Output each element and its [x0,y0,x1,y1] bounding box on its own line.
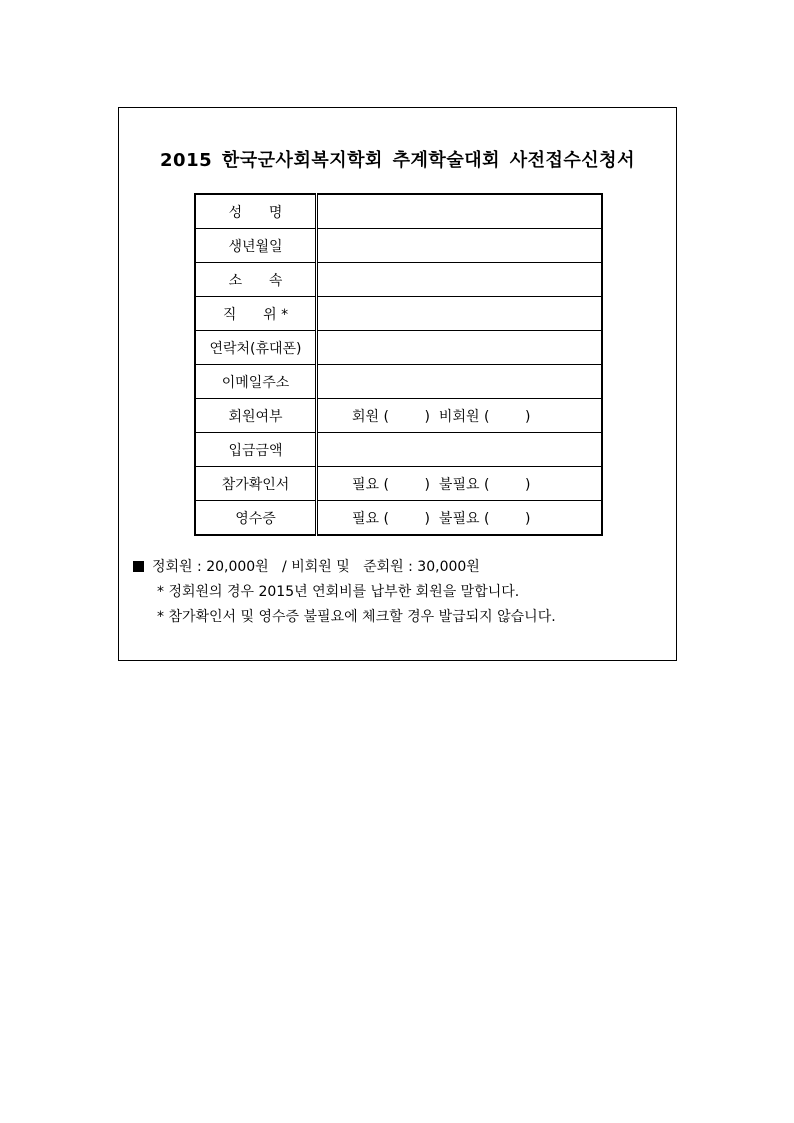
table-row-email [195,365,602,399]
table-row-phone [195,331,602,365]
payment-amount-field[interactable] [317,433,603,467]
receipt-choice[interactable]: 필요 ( ) 불필요 ( ) [317,501,603,536]
row-label-receipt: 영수증 [195,501,317,536]
row-label-email: 이메일주소 [195,365,317,399]
position-field[interactable] [317,297,603,331]
membership-note: * 정회원의 경우 2015년 연회비를 납부한 회원을 말합니다. [157,584,520,600]
application-form-frame [118,107,677,661]
row-label-position: 직 위 * [195,297,317,331]
membership-choice[interactable]: 회원 ( ) 비회원 ( ) [317,399,603,433]
table-row-birthdate [195,229,602,263]
table-row-name [195,194,602,229]
birthdate-field[interactable] [317,229,603,263]
registration-form-table [194,193,603,536]
row-label-birthdate: 생년월일 [195,229,317,263]
affiliation-field[interactable] [317,263,603,297]
table-row-membership [195,399,602,433]
table-row-receipt [195,501,602,536]
certificate-note: * 참가확인서 및 영수증 불필요에 체크할 경우 발급되지 않습니다. [157,609,556,625]
email-field[interactable] [317,365,603,399]
table-row-position [195,297,602,331]
name-field[interactable] [317,194,603,229]
square-bullet-icon [133,561,144,572]
table-row-affiliation [195,263,602,297]
row-label-affiliation: 소 속 [195,263,317,297]
phone-field[interactable] [317,331,603,365]
row-label-phone: 연락처(휴대폰) [195,331,317,365]
row-label-payment: 입금금액 [195,433,317,467]
row-label-membership: 회원여부 [195,399,317,433]
table-row-payment [195,433,602,467]
notes-section [133,555,556,630]
table-row-certificate [195,467,602,501]
fee-note-text: 정회원 : 20,000원 / 비회원 및 준회원 : 30,000원 [152,559,480,575]
row-label-certificate: 참가확인서 [195,467,317,501]
row-label-name: 성 명 [195,194,317,229]
fee-note [133,555,556,580]
form-title: 2015 한국군사회복지학회 추계학술대회 사전접수신청서 [160,150,635,171]
certificate-choice[interactable]: 필요 ( ) 불필요 ( ) [317,467,603,501]
